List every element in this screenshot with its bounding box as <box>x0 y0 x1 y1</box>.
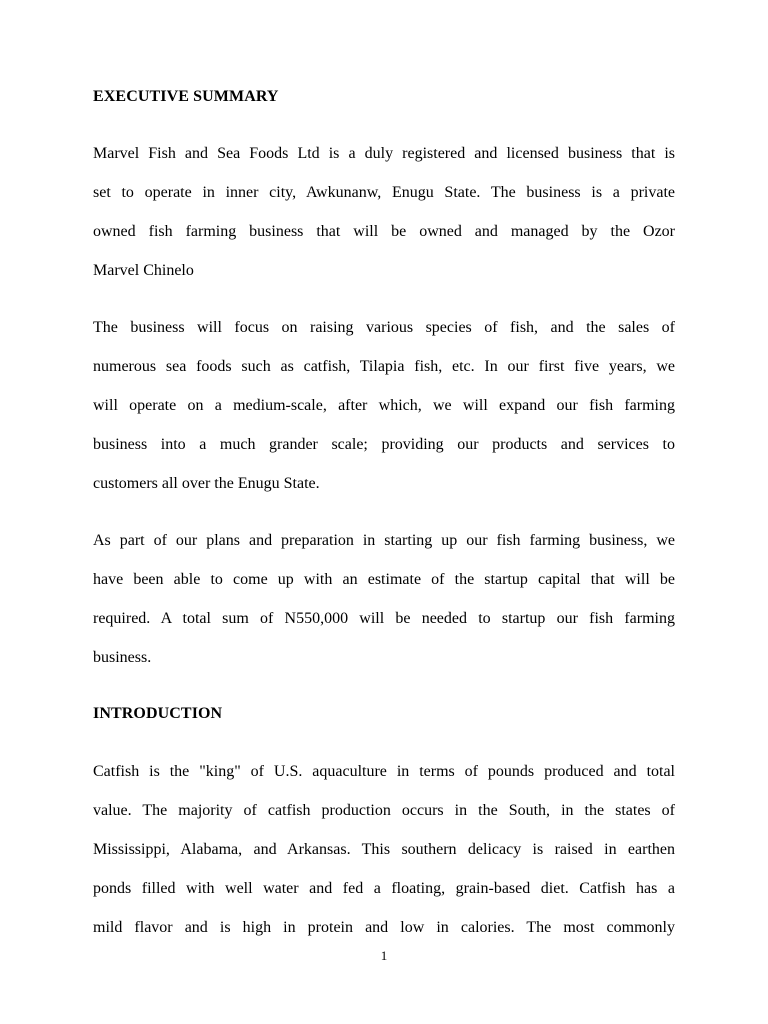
paragraph-line: ponds filled with well water and fed a floating, grain-based diet. Catfish has a <box>93 880 675 897</box>
paragraph-line: value. The majority of catfish production occurs in the South, in the states of <box>93 802 675 819</box>
paragraph-line: have been able to come up with an estimate of the startup capital that will be <box>93 571 675 588</box>
executive-summary-paragraph-1 <box>93 144 675 300</box>
introduction-paragraph-1 <box>93 762 675 938</box>
paragraph-line: Marvel Chinelo <box>93 262 194 279</box>
paragraph-line: The business will focus on raising various species of fish, and the sales of <box>93 319 675 336</box>
paragraph-line: will operate on a medium-scale, after which, we will expand our fish farming <box>93 397 675 414</box>
paragraph-line: Catfish is the "king" of U.S. aquaculture in terms of pounds produced and total <box>93 763 675 780</box>
paragraph-line: Marvel Fish and Sea Foods Ltd is a duly registered and licensed business that is <box>93 145 675 162</box>
paragraph-line: required. A total sum of N550,000 will be needed to startup our fish farming <box>93 610 675 627</box>
introduction-heading: INTRODUCTION <box>93 705 223 722</box>
paragraph-line: owned fish farming business that will be owned and managed by the Ozor <box>93 223 675 240</box>
paragraph-line: Mississippi, Alabama, and Arkansas. This southern delicacy is raised in earthen <box>93 841 675 858</box>
paragraph-line: business. <box>93 649 152 666</box>
executive-summary-paragraph-3 <box>93 531 675 669</box>
paragraph-line: set to operate in inner city, Awkunanw, Enugu State. The business is a private <box>93 184 675 201</box>
executive-summary-paragraph-2 <box>93 318 675 494</box>
paragraph-line: numerous sea foods such as catfish, Tilapia fish, etc. In our first five years, we <box>93 358 675 375</box>
paragraph-line: As part of our plans and preparation in starting up our fish farming business, we <box>93 532 675 549</box>
page-number: 1 <box>380 948 388 963</box>
paragraph-line: mild flavor and is high in protein and low in calories. The most commonly <box>93 919 675 936</box>
paragraph-line: business into a much grander scale; providing our products and services to <box>93 436 675 453</box>
paragraph-line: customers all over the Enugu State. <box>93 475 320 492</box>
executive-summary-heading: EXECUTIVE SUMMARY <box>93 88 279 105</box>
